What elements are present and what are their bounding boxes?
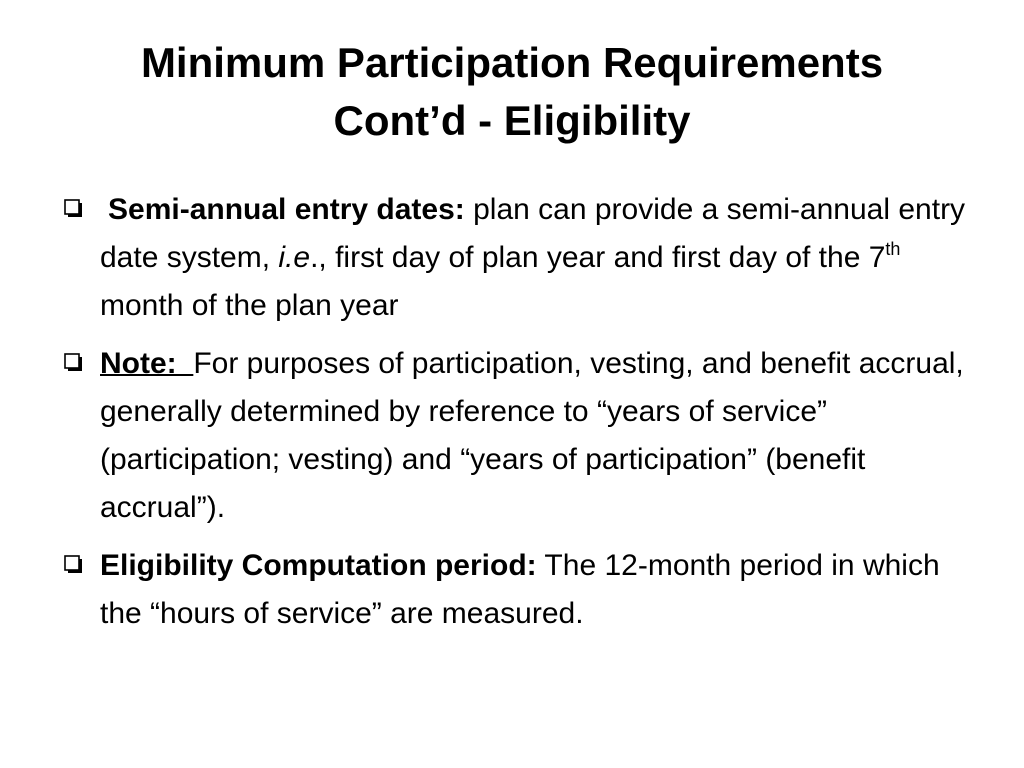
bullet-superscript: th	[885, 239, 901, 259]
title-line-1: Minimum Participation Requirements	[140, 39, 884, 86]
bullet-text: The 12-month period in which the “hours of service” are measured.	[100, 549, 940, 630]
bullet-computation-period	[62, 542, 967, 638]
bullet-list	[62, 186, 967, 648]
bullet-lead: Eligibility Computation period:	[100, 549, 537, 582]
bullet-text: ., first day of plan year and first day of the 7	[310, 241, 886, 274]
bullet-note	[62, 340, 967, 532]
checkbox-square-icon	[64, 199, 83, 218]
bullet-text: plan can provide a semi-annual entry date system,	[100, 193, 966, 274]
bullet-text: month of the plan year	[100, 289, 399, 322]
bullet-text: For purposes of participation, vesting, and benefit accrual, generally determined by reference to “years of service” (participation; vesting) and “years of participation” (benefit accrual”).	[100, 347, 964, 524]
bullet-lead: Semi-annual entry dates:	[108, 193, 465, 226]
bullet-entry-dates	[62, 186, 967, 330]
checkbox-square-icon	[64, 353, 83, 372]
slide-title	[40, 34, 984, 150]
title-line-2: Cont’d - Eligibility	[333, 97, 691, 144]
bullet-italic: i.e	[278, 241, 311, 274]
checkbox-square-icon	[64, 555, 83, 574]
bullet-lead: Note:	[100, 347, 194, 380]
